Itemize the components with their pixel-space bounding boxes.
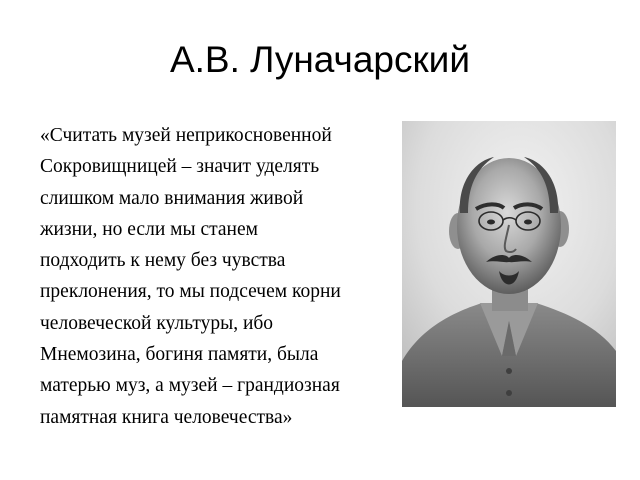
quote-line: «Считать музей неприкосновенной (40, 125, 332, 146)
quote-line: человеческой культуры, ибо (40, 312, 274, 334)
quote-line: памятная книга человечества» (40, 406, 293, 428)
quote-line: жизни, но если мы станем (40, 218, 258, 240)
quote-line: преклонения, то мы подсечем корни (40, 281, 341, 303)
quote-line: Мнемозина, богиня памяти, была (40, 344, 319, 366)
quote-text (40, 120, 390, 433)
portrait-photo-icon (402, 121, 616, 407)
quote-line: матерью муз, а музей – грандиозная (40, 375, 340, 397)
quote-line: подходить к нему без чувства (40, 250, 286, 272)
quote-line: Сокровищницей – значит уделять (40, 156, 320, 178)
slide-title: А.В. Луначарский (169, 39, 471, 80)
quote-line: слишком мало внимания живой (40, 187, 304, 209)
